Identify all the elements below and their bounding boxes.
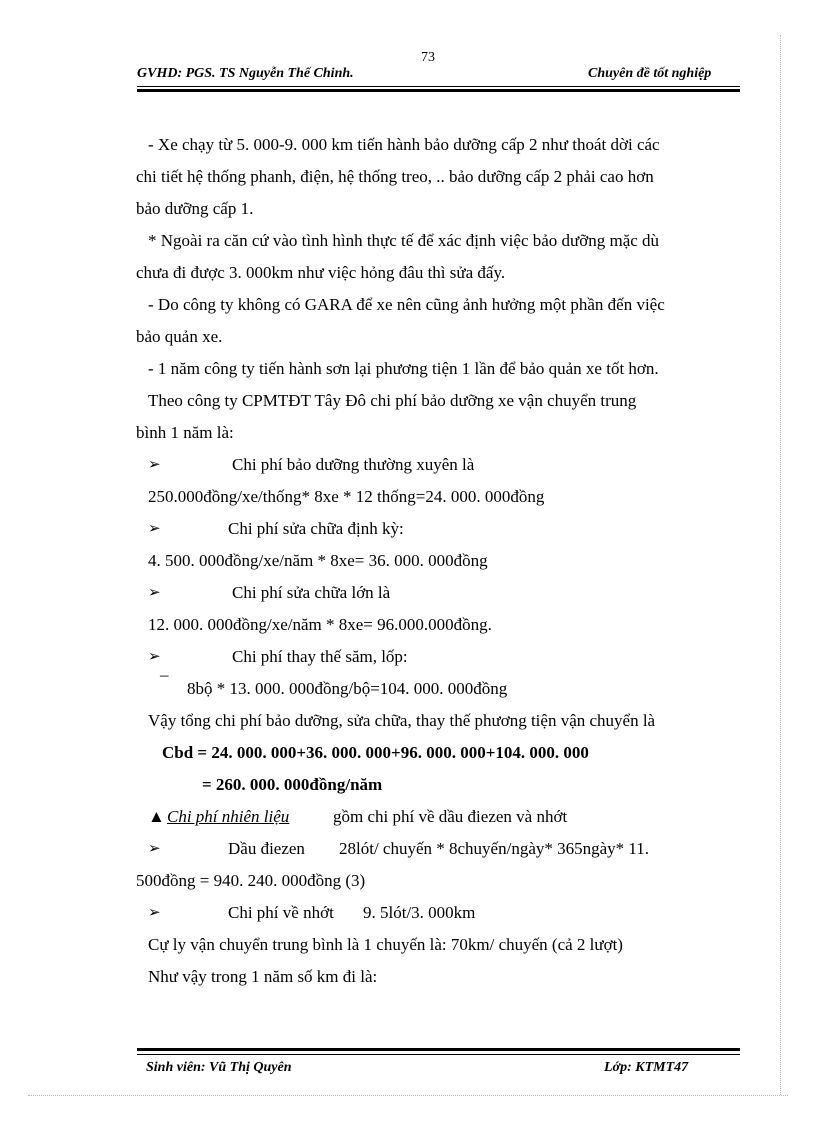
page-number: 73 [421, 50, 435, 65]
triangle-bullet-icon: ▲ [148, 807, 165, 826]
header-rule-thin [137, 86, 740, 87]
body-line: - Do công ty không có GARA để xe nên cũng ảnh hưởng một phần đến việc [148, 295, 665, 314]
section-label-fuel: Chi phí nhiên liệu [167, 807, 290, 826]
body-line: Vậy tổng chi phí bảo dưỡng, sửa chữa, thay thế phương tiện vận chuyển là [148, 711, 656, 730]
arrow-bullet-icon: ➢ [148, 649, 161, 665]
body-line: Theo công ty CPMTĐT Tây Đô chi phí bảo dưỡng xe vận chuyển trung [148, 391, 637, 410]
footer-student: Sinh viên: Vũ Thị Quyên [146, 1060, 292, 1075]
body-line: bảo dưỡng cấp 1. [136, 199, 254, 218]
formula-result: = 260. 000. 000đồng/năm [202, 775, 383, 794]
header-rule-thick [137, 89, 740, 92]
formula-line: Cbd = 24. 000. 000+36. 000. 000+96. 000. 000+104. 000. 000 [162, 743, 589, 762]
bullet-item-detail: 28lót/ chuyến * 8chuyến/ngày* 365ngày* 11. [339, 839, 650, 858]
body-line: chi tiết hệ thống phanh, điện, hệ thống treo, .. bảo dưỡng cấp 2 phải cao hơn [136, 167, 654, 186]
arrow-bullet-icon: ➢ [148, 905, 161, 921]
dash-mark: – [160, 665, 169, 684]
page-border-right [780, 35, 781, 1095]
body-line: bảo quản xe. [136, 327, 223, 346]
footer-rule-thick [137, 1048, 740, 1051]
body-line: gồm chi phí về dầu điezen và nhớt [333, 807, 568, 826]
bullet-item: Chi phí về nhớt [228, 903, 334, 922]
body-line: 250.000đồng/xe/thống* 8xe * 12 thống=24. 000. 000đồng [148, 487, 545, 506]
arrow-bullet-icon: ➢ [148, 585, 161, 601]
footer-rule-thin [137, 1054, 740, 1055]
bullet-item: Chi phí sửa chữa lớn là [232, 583, 391, 602]
bullet-item: Chi phí thay thế săm, lốp: [232, 647, 408, 666]
bullet-item: Chi phí sửa chữa định kỳ: [228, 519, 404, 538]
body-line: Cự ly vận chuyển trung bình là 1 chuyến là: 70km/ chuyến (cả 2 lượt) [148, 935, 623, 954]
body-line: Như vậy trong 1 năm số km đi là: [148, 967, 378, 986]
body-line: 8bộ * 13. 000. 000đồng/bộ=104. 000. 000đồng [187, 679, 508, 698]
header-doc-type: Chuyên đề tốt nghiệp [588, 66, 712, 81]
body-line: 500đồng = 940. 240. 000đồng (3) [136, 871, 366, 890]
body-line: * Ngoài ra căn cứ vào tình hình thực tế để xác định việc bảo dưỡng mặc dù [148, 231, 660, 250]
arrow-bullet-icon: ➢ [148, 457, 161, 473]
header-advisor: GVHD: PGS. TS Nguyễn Thế Chinh. [137, 66, 354, 81]
bullet-item: Chi phí bảo dưỡng thường xuyên là [232, 455, 475, 474]
body-line: - 1 năm công ty tiến hành sơn lại phương tiện 1 lần để bảo quản xe tốt hơn. [148, 359, 659, 378]
body-line: 12. 000. 000đồng/xe/năm * 8xe= 96.000.000đồng. [148, 615, 492, 634]
bullet-item: Dầu điezen [228, 839, 305, 858]
arrow-bullet-icon: ➢ [148, 841, 161, 857]
page-border-bottom [28, 1095, 788, 1096]
arrow-bullet-icon: ➢ [148, 521, 161, 537]
body-line: bình 1 năm là: [136, 423, 234, 442]
footer-class: Lớp: KTMT47 [604, 1060, 689, 1075]
body-line: chưa đi được 3. 000km như việc hỏng đâu thì sửa đấy. [136, 263, 506, 282]
bullet-item-detail: 9. 5lót/3. 000km [363, 903, 476, 922]
body-line: 4. 500. 000đồng/xe/năm * 8xe= 36. 000. 000đồng [148, 551, 488, 570]
body-line: - Xe chạy từ 5. 000-9. 000 km tiến hành bảo dưỡng cấp 2 như thoát dời các [148, 135, 660, 154]
